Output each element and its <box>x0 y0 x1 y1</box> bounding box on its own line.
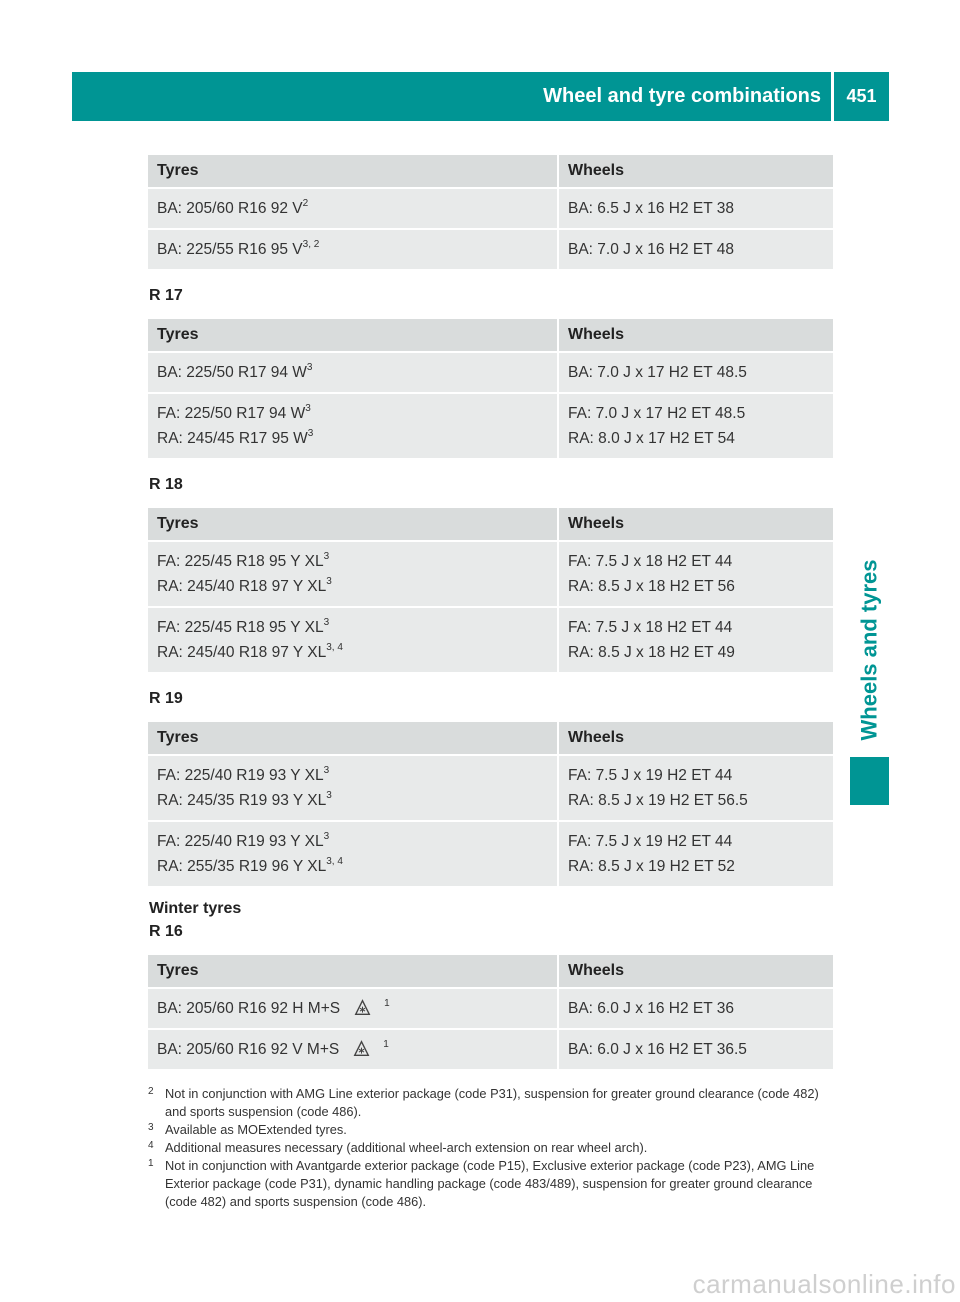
column-header-tyres: Tyres <box>148 508 558 541</box>
tyre-spec <box>157 996 557 1021</box>
wheels-cell: BA: 6.0 J x 16 H2 ET 36.5 <box>558 1029 833 1070</box>
tyre-spec <box>157 196 557 221</box>
tyre-spec <box>157 574 557 599</box>
footnote-ref: 2 <box>302 198 309 209</box>
tyres-cell <box>148 988 558 1029</box>
wheels-cell <box>558 755 833 821</box>
wheel-spec: RA: 8.5 J x 18 H2 ET 49 <box>568 644 735 661</box>
footnote <box>148 1085 833 1121</box>
tyre-size: FA: 225/45 R18 95 Y XL <box>157 553 324 570</box>
tyre-spec <box>157 763 557 788</box>
rim-size-label: R 19 <box>149 690 183 707</box>
table-row <box>148 1029 833 1070</box>
wheel-spec: FA: 7.5 J x 19 H2 ET 44 <box>568 833 733 850</box>
tyre-size: RA: 255/35 R19 96 Y XL <box>157 858 327 875</box>
rim-size-label: R 18 <box>149 476 183 493</box>
footnote-ref: 3 <box>306 362 313 373</box>
footnotes <box>148 1085 833 1211</box>
page-header <box>72 72 889 121</box>
tyre-size: BA: 225/50 R17 94 W <box>157 364 307 381</box>
tyres-cell <box>148 755 558 821</box>
winter-tyres-heading: Winter tyres <box>149 900 242 917</box>
footnote-ref: 3 <box>323 617 330 628</box>
wheels-cell <box>558 188 833 229</box>
tyres-cell <box>148 607 558 673</box>
tyres-cell <box>148 1029 558 1070</box>
footnote-ref: 3 <box>307 428 314 439</box>
chapter-tab <box>850 540 889 760</box>
footnote-mark: 4 <box>148 1140 154 1151</box>
snowflake-mountain-icon <box>353 1040 370 1057</box>
footnote-ref: 3 <box>326 576 332 587</box>
tyre-size: BA: 205/60 R16 92 H M+S <box>157 1000 341 1017</box>
tyres-cell <box>148 393 558 459</box>
rim-size-label: R 17 <box>149 287 183 304</box>
tyre-size: BA: 205/60 R16 92 V <box>157 200 303 217</box>
tyre-wheel-table <box>148 155 833 271</box>
tyre-size: FA: 225/50 R17 94 W <box>157 405 306 422</box>
footnote-mark: 3 <box>148 1122 154 1133</box>
wheel-spec: RA: 8.5 J x 19 H2 ET 52 <box>568 858 735 875</box>
wheels-cell <box>558 607 833 673</box>
tyre-wheel-table <box>148 319 833 460</box>
column-header-wheels: Wheels <box>558 155 833 188</box>
tyre-size: FA: 225/40 R19 93 Y XL <box>157 833 324 850</box>
table-row <box>148 541 833 607</box>
footnote-ref: 3 <box>323 551 330 562</box>
column-header-tyres: Tyres <box>148 319 558 352</box>
footnote <box>148 1139 833 1157</box>
tyre-spec <box>157 549 557 574</box>
footnote-ref: 1 <box>384 998 390 1009</box>
tyre-spec <box>157 829 557 854</box>
table-header-row <box>148 155 833 188</box>
wheels-cell <box>558 541 833 607</box>
footnote-text: Not in conjunction with AMG Line exterior package (code P31), suspension for greater ground clearance (code 482) and sports suspension (code 486). <box>165 1086 819 1119</box>
wheel-spec: BA: 7.0 J x 16 H2 ET 48 <box>568 241 734 258</box>
table-row <box>148 229 833 270</box>
tyre-size: BA: 225/55 R16 95 V <box>157 241 303 258</box>
tyre-size: RA: 245/35 R19 93 Y XL <box>157 792 327 809</box>
wheel-spec: FA: 7.5 J x 18 H2 ET 44 <box>568 553 733 570</box>
tyre-wheel-table <box>148 722 833 888</box>
table-header-row <box>148 319 833 352</box>
table-row <box>148 821 833 887</box>
watermark: carmanualsonline.info <box>692 1269 956 1299</box>
footnote-text: Available as MOExtended tyres. <box>165 1122 347 1137</box>
footnote-ref: 3, 2 <box>302 239 320 250</box>
wheel-spec: RA: 8.5 J x 19 H2 ET 56.5 <box>568 792 748 809</box>
snowflake-mountain-icon <box>354 999 371 1016</box>
tyres-cell <box>148 229 558 270</box>
footnote <box>148 1121 833 1139</box>
tyre-size: FA: 225/45 R18 95 Y XL <box>157 619 324 636</box>
wheel-spec: FA: 7.5 J x 18 H2 ET 44 <box>568 619 733 636</box>
wheels-cell <box>558 352 833 393</box>
tyres-cell <box>148 541 558 607</box>
wheel-spec: RA: 8.0 J x 17 H2 ET 54 <box>568 430 735 447</box>
tyre-spec <box>157 401 557 426</box>
table-row <box>148 607 833 673</box>
footnote-ref: 1 <box>383 1039 389 1050</box>
column-header-wheels: Wheels <box>558 508 833 541</box>
wheel-spec: BA: 7.0 J x 17 H2 ET 48.5 <box>568 364 747 381</box>
column-header-wheels: Wheels <box>558 722 833 755</box>
footnote-ref: 3 <box>323 765 330 776</box>
tyre-spec <box>157 615 557 640</box>
chapter-tab-marker <box>850 757 889 805</box>
tyre-spec <box>157 237 557 262</box>
footnote-text: Not in conjunction with Avantgarde exterior package (code P15), Exclusive exterior package (code P23), AMG Line Exterior package (code P31), dynamic handling package (code 483/489), suspension for greater ground clearance (code 482) and sports suspension (code 486). <box>165 1158 815 1209</box>
wheel-spec: FA: 7.5 J x 19 H2 ET 44 <box>568 767 733 784</box>
column-header-wheels: Wheels <box>558 319 833 352</box>
wheel-spec: RA: 8.5 J x 18 H2 ET 56 <box>568 578 735 595</box>
table-header-row <box>148 508 833 541</box>
tyres-cell <box>148 821 558 887</box>
table-header-row <box>148 722 833 755</box>
wheel-spec: FA: 7.0 J x 17 H2 ET 48.5 <box>568 405 746 422</box>
wheels-cell <box>558 821 833 887</box>
table-row <box>148 988 833 1029</box>
table-header-row <box>148 955 833 988</box>
tyre-size: RA: 245/40 R18 97 Y XL <box>157 644 327 661</box>
wheels-cell: BA: 6.0 J x 16 H2 ET 36 <box>558 988 833 1029</box>
tyre-spec <box>157 360 557 385</box>
tyre-size: BA: 205/60 R16 92 V M+S <box>157 1041 340 1058</box>
tyres-cell <box>148 188 558 229</box>
table-row <box>148 352 833 393</box>
table-row <box>148 755 833 821</box>
tyres-cell <box>148 352 558 393</box>
page-title: Wheel and tyre combinations <box>543 85 821 107</box>
column-header-tyres: Tyres <box>148 155 558 188</box>
table-row <box>148 393 833 459</box>
column-header-tyres: Tyres <box>148 955 558 988</box>
page-content <box>148 155 833 1211</box>
footnote-ref: 3, 4 <box>326 642 343 653</box>
tyre-spec <box>157 640 557 665</box>
footnote-text: Additional measures necessary (additional wheel-arch extension on rear wheel arch). <box>165 1140 648 1155</box>
chapter-tab-label: Wheels and tyres <box>856 559 882 741</box>
footnote-ref: 3, 4 <box>326 856 343 867</box>
tyre-size: RA: 245/45 R17 95 W <box>157 430 308 447</box>
winter-tyre-table <box>148 955 833 1071</box>
column-header-tyres: Tyres <box>148 722 558 755</box>
footnote-ref: 3 <box>305 403 311 414</box>
footnote-ref: 3 <box>326 790 332 801</box>
tyre-size: RA: 245/40 R18 97 Y XL <box>157 578 327 595</box>
tyre-spec <box>157 1037 557 1062</box>
tyre-wheel-table <box>148 508 833 674</box>
wheels-cell <box>558 393 833 459</box>
footnote-mark: 1 <box>148 1158 154 1169</box>
tyre-spec <box>157 426 557 451</box>
wheel-spec: BA: 6.5 J x 16 H2 ET 38 <box>568 200 734 217</box>
footnote-mark: 2 <box>148 1086 154 1097</box>
tyre-spec <box>157 788 557 813</box>
footnote <box>148 1157 833 1211</box>
tyre-spec <box>157 854 557 879</box>
column-header-wheels: Wheels <box>558 955 833 988</box>
footnote-ref: 3 <box>323 831 330 842</box>
wheels-cell <box>558 229 833 270</box>
tyre-size: FA: 225/40 R19 93 Y XL <box>157 767 324 784</box>
tyre-tables <box>148 155 833 888</box>
page-number: 451 <box>846 86 877 106</box>
winter-size-label: R 16 <box>149 923 183 940</box>
table-row <box>148 188 833 229</box>
tyre-wheel-table <box>148 955 833 1071</box>
